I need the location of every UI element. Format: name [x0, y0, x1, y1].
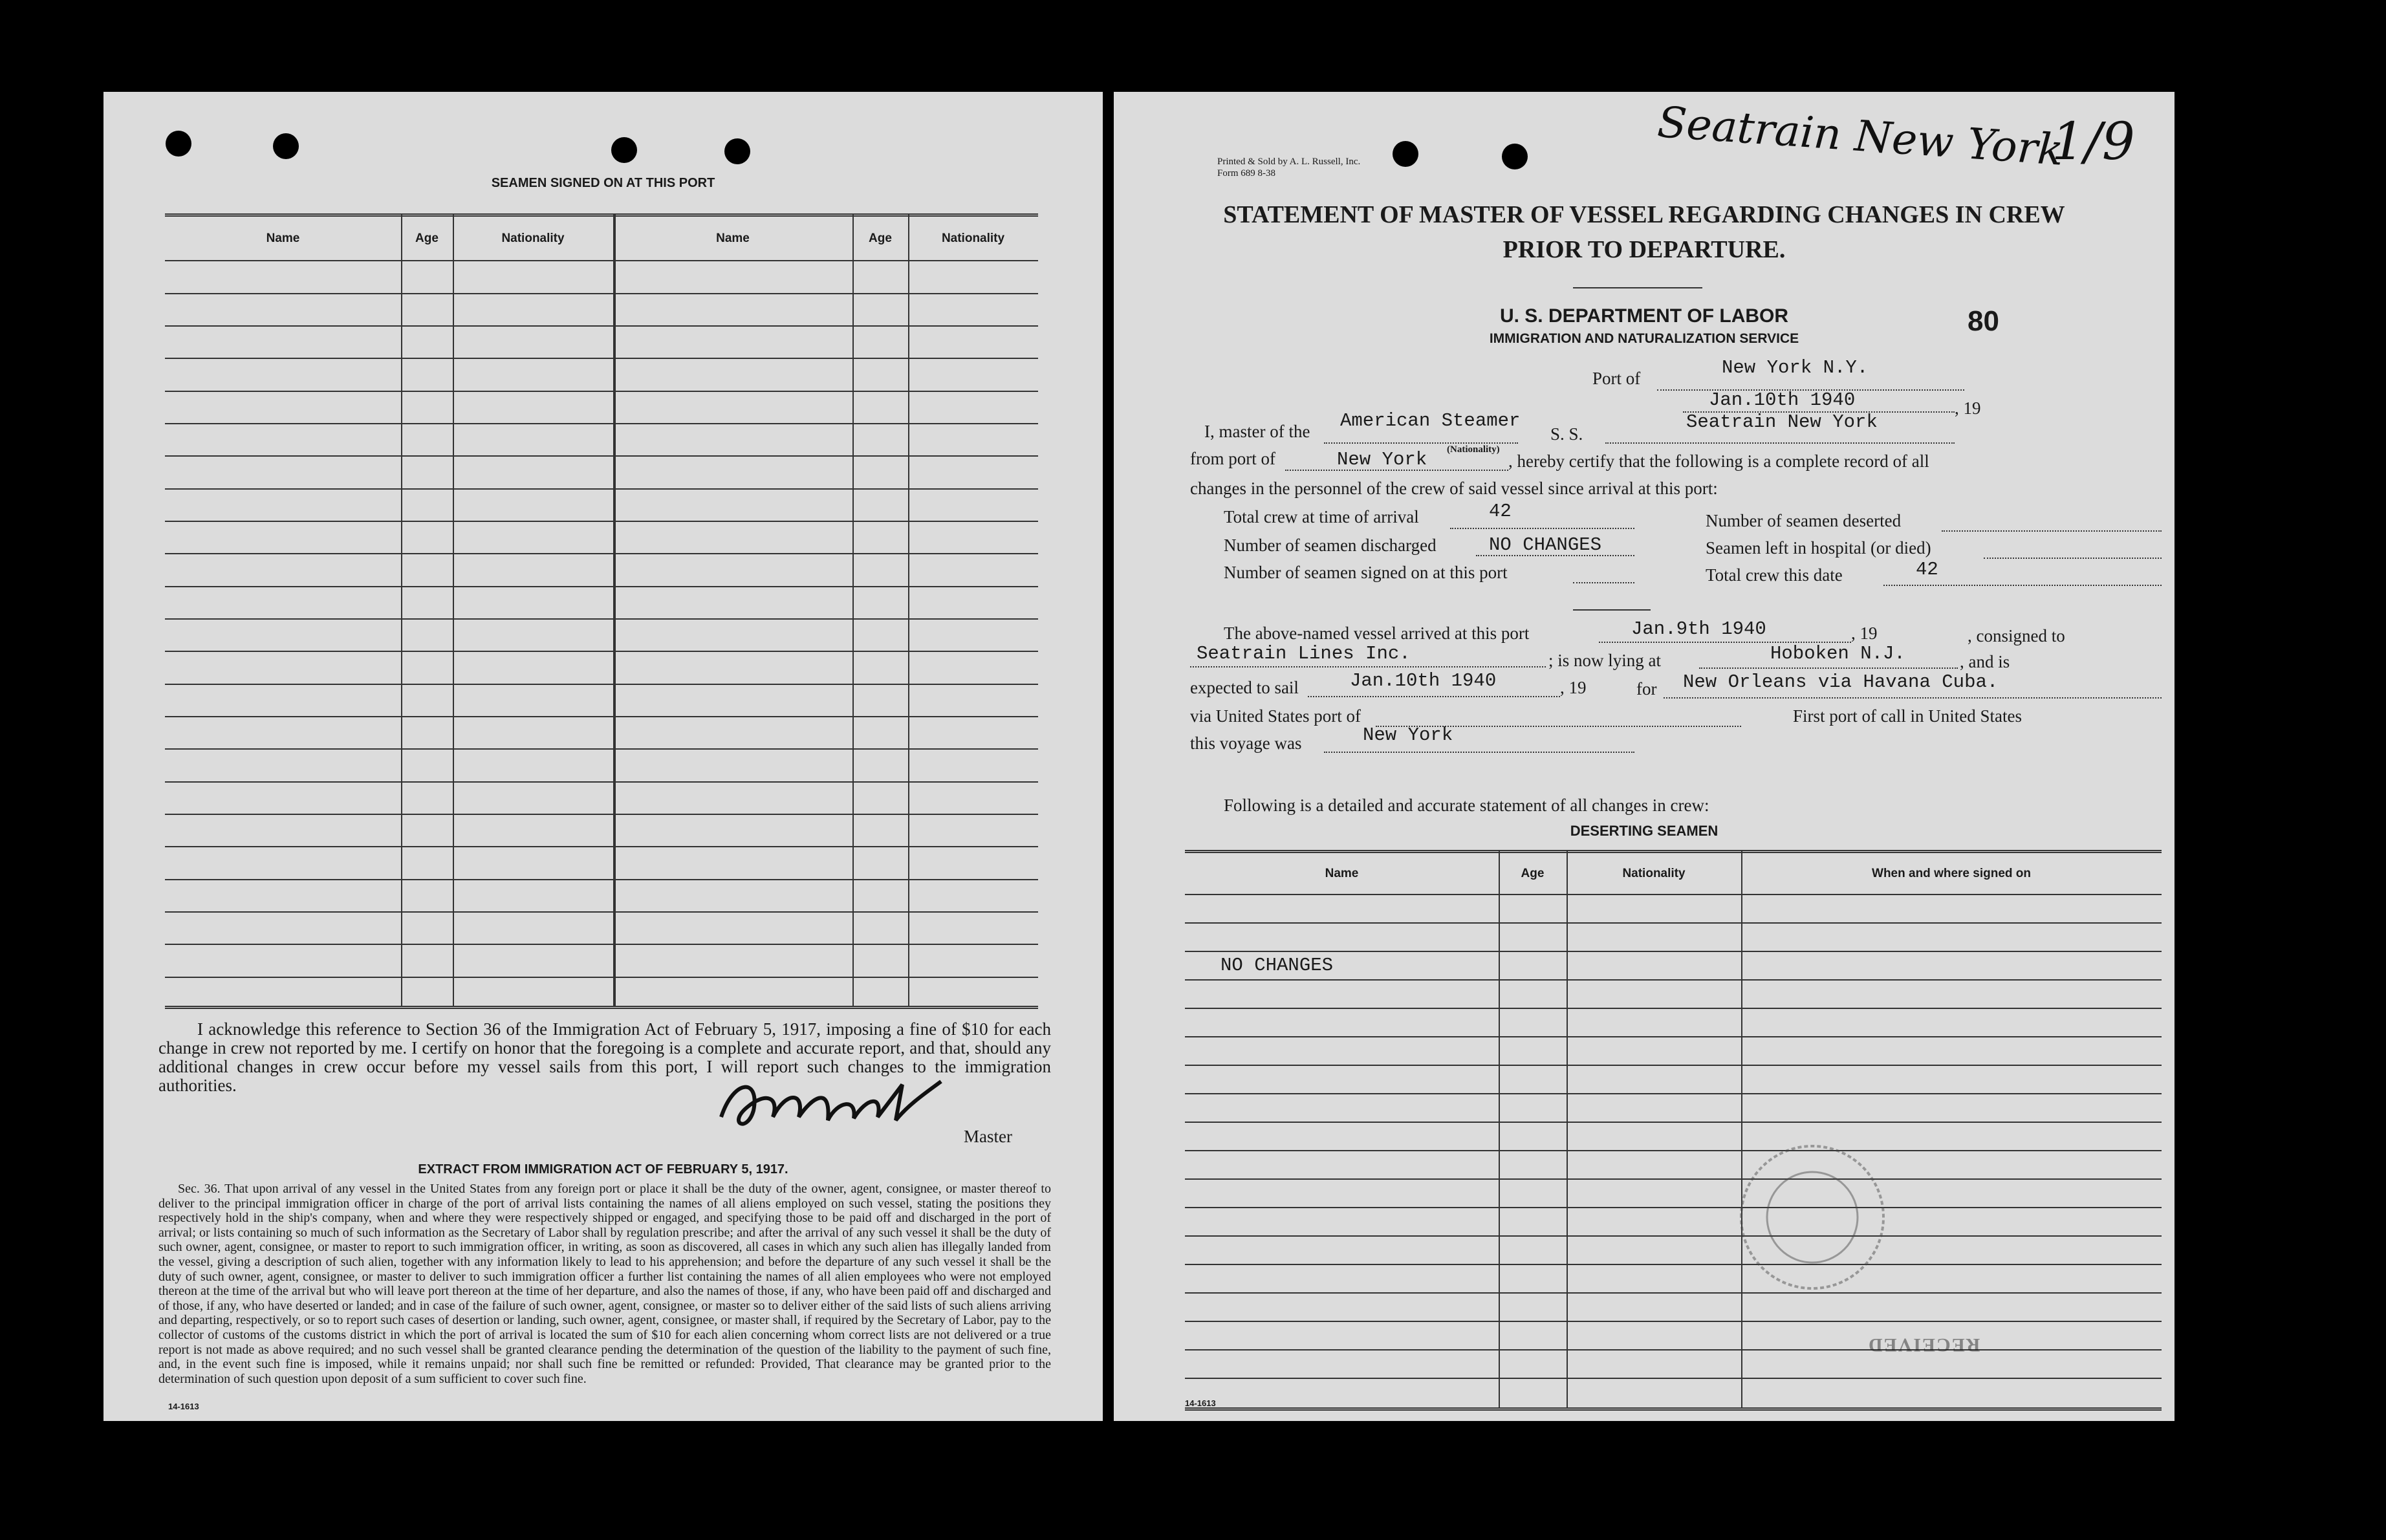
row-rule: [1185, 1321, 2162, 1322]
row-rule: [165, 684, 1038, 685]
field-line: [1699, 667, 1958, 669]
row-rule: [165, 423, 1038, 424]
row-rule: [1185, 1008, 2162, 1009]
row-rule: [1185, 951, 2162, 952]
row-rule: [165, 521, 1038, 522]
col-nationality: Nationality: [501, 232, 565, 245]
column-divider: [1567, 851, 1568, 1407]
col-nationality: Nationality: [1622, 867, 1686, 880]
sail-value: Jan.10th 1940: [1350, 670, 1497, 691]
document-number: 80: [1968, 305, 1999, 337]
field-line: [1883, 585, 2162, 586]
column-divider: [1499, 851, 1500, 1407]
year-suffix: , 19: [1851, 624, 1878, 643]
col-name: Name: [1325, 867, 1359, 880]
handwritten-sheet-number: 1/9: [2052, 111, 2135, 171]
left-page: [103, 92, 1103, 1421]
punch-hole: [724, 138, 750, 164]
handwritten-annotation: Seatrain New York: [1656, 97, 2065, 175]
stamp-circle: [1731, 1136, 1893, 1298]
field-line: [1573, 582, 1634, 583]
extract-title: EXTRACT FROM IMMIGRATION ACT OF FEBRUARY 5, 1917.: [418, 1162, 788, 1177]
column-divider: [453, 215, 454, 1006]
row-rule: [1185, 1235, 2162, 1237]
row-rule: [165, 618, 1038, 620]
ss-label: S. S.: [1550, 424, 1583, 444]
form-number: 14-1613: [1185, 1398, 1216, 1408]
consigned-label: , consigned to: [1968, 626, 2065, 645]
destination-value: New Orleans via Havana Cuba.: [1683, 671, 1999, 693]
port-of-value: New York N.Y.: [1722, 357, 1869, 378]
punch-hole: [611, 137, 637, 163]
printer-line: Printed & Sold by A. L. Russell, Inc.: [1217, 157, 1361, 167]
divider: [1573, 609, 1651, 611]
sail-label: expected to sail: [1190, 678, 1299, 697]
hospital-label: Seamen left in hospital (or died): [1706, 538, 1931, 558]
row-rule: [165, 977, 1038, 978]
row-rule: [1185, 1207, 2162, 1208]
row-rule: [1185, 1065, 2162, 1066]
extract-text: Sec. 36. That upon arrival of any vessel in the United States from any foreign port or place it shall be the duty of the owner, agent, consignee, or master thereof to deliver to the principal immigration officer in charge of the port of arrival lists containing the names of all aliens employed on such vessel, stating the positions they respectively hold in the ship's company, when and where they were respectively shipped or engaged, and specifying those to be paid off and discharged in the port of arrival; or lists containing so much of such information as the Secretary of Labor shall by regulation prescribe; and after the arrival of any such vessel it shall be the duty of such owner, agent, consignee, or master to report to such immigration officer, in writing, as soon as discovered, all cases in which any such alien has illegally landed from the vessel, giving a description of such alien, together with any information likely to lead to his apprehension; and before the departure of any such vessel it shall be the duty of such owner, agent, consignee, or master to deliver to such immigration officer a further list containing the names of all alien employees who were not employed thereon at the time of the arrival but who will leave port thereon at the time of her departure, and also the names of those, if any, who have been paid off and discharged and of those, if any, who have deserted or landed; and in case of the failure of such owner, agent, consignee, or master so to deliver either of the said lists of such aliens arriving and departing, respectively, or so to report such cases of desertion or landing, such owner, agent, consignee, or master shall, if required by the Secretary of Labor, pay to the collector of customs of the customs district in which the port of arrival is located the sum of $10 for each alien concerning whom correct lists are not delivered or a true report is not made as above required; and no such vessel shall be granted clearance pending the determination of the question of the liability to the payment of such fine, and, in the event such fine is imposed, while it remains unpaid; nor shall such fine be remitted or refunded: Provided, That clearance may be granted prior to the determination of such question upon deposit of a sum sufficient to cover such fine.: [158, 1182, 1051, 1386]
changes-text: changes in the personnel of the crew of said vessel since arrival at this port:: [1190, 479, 1718, 498]
voyage-label: this voyage was: [1190, 733, 1302, 753]
table-bottom-rule: [1185, 1407, 2162, 1411]
section-title: SEAMEN SIGNED ON AT THIS PORT: [491, 176, 715, 190]
col-when-where: When and where signed on: [1872, 867, 2031, 880]
port-of-label: Port of: [1592, 369, 1641, 388]
row-rule: [165, 748, 1038, 750]
total-crew-date-label: Total crew this date: [1706, 565, 1843, 585]
field-line: [1190, 666, 1546, 667]
row-rule: [165, 455, 1038, 457]
no-changes-entry: NO CHANGES: [1220, 955, 1334, 976]
column-divider: [852, 215, 854, 1006]
field-line: [1605, 442, 1955, 444]
row-rule: [1185, 1036, 2162, 1037]
total-crew-arrival-label: Total crew at time of arrival: [1224, 507, 1419, 526]
column-divider: [613, 215, 616, 1006]
document-title-line-2: PRIOR TO DEPARTURE.: [1502, 236, 1786, 263]
department: U. S. DEPARTMENT OF LABOR: [1499, 305, 1789, 327]
table-top-rule: [1185, 850, 2162, 853]
form-number: 14-1613: [168, 1402, 199, 1411]
arrived-label: The above-named vessel arrived at this port: [1224, 624, 1530, 643]
lying-value: Hoboken N.J.: [1770, 643, 1905, 664]
row-rule: [165, 325, 1038, 327]
row-rule: [165, 553, 1038, 554]
document-title: STATEMENT OF MASTER OF VESSEL REGARDING CHANGES IN CREW: [1223, 201, 2065, 228]
acknowledgement-text: I acknowledge this reference to Section 36 of the Immigration Act of February 5, 1917, imposing a fine of $10 for each change in crew not reported by me. I certify on honor that the foregoing is a complete and accurate report, and that, should any additional changes in crew occur before my vessel sails from this port, I will report such changes to the immigration authorities.: [158, 1019, 1051, 1095]
master-signature: [708, 1072, 954, 1143]
year-suffix: , 19: [1560, 678, 1587, 697]
total-crew-arrival-value: 42: [1489, 501, 1512, 522]
year-suffix: , 19: [1955, 398, 1981, 418]
punch-hole: [273, 133, 299, 159]
field-line: [1450, 528, 1634, 529]
service: IMMIGRATION AND NATURALIZATION SERVICE: [1489, 331, 1799, 346]
certify-text: , hereby certify that the following is a complete record of all: [1508, 451, 1929, 471]
row-rule: [165, 293, 1038, 294]
field-line: [1984, 558, 2162, 559]
following-text: Following is a detailed and accurate statement of all changes in crew:: [1224, 796, 1709, 815]
date-value: Jan.10th 1940: [1709, 389, 1856, 411]
for-label: for: [1636, 679, 1657, 699]
row-rule: [1185, 1378, 2162, 1379]
row-rule: [1185, 1093, 2162, 1094]
right-page: [1114, 92, 2175, 1421]
row-rule: [1185, 1150, 2162, 1151]
row-rule: [1185, 1264, 2162, 1265]
column-divider: [908, 215, 909, 1006]
master-label: Master: [964, 1127, 1012, 1146]
row-rule: [165, 944, 1038, 945]
column-divider: [1741, 851, 1742, 1407]
col-age: Age: [1521, 867, 1545, 880]
received-stamp-text: RECEIVED: [1867, 1334, 1980, 1356]
field-line: [1664, 697, 2162, 699]
field-line: [1942, 530, 2162, 532]
vessel-type: American Steamer: [1340, 410, 1521, 431]
row-rule: [165, 488, 1038, 490]
row-rule: [1185, 1122, 2162, 1123]
row-rule: [1185, 894, 2162, 895]
table-bottom-rule: [165, 1006, 1038, 1009]
row-rule: [1185, 979, 2162, 981]
row-rule: [165, 586, 1038, 587]
row-rule: [1185, 1292, 2162, 1294]
row-rule: [165, 260, 1038, 261]
row-rule: [165, 879, 1038, 880]
row-rule: [165, 911, 1038, 913]
col-nationality: Nationality: [941, 232, 1005, 245]
deserting-title: DESERTING SEAMEN: [1570, 823, 1719, 839]
master-of-label: I, master of the: [1204, 422, 1310, 441]
divider: [1573, 287, 1702, 288]
field-line: [1324, 442, 1518, 444]
field-line: [1308, 696, 1560, 697]
received-stamp: [1731, 1136, 1893, 1298]
arrived-value: Jan.9th 1940: [1631, 618, 1766, 640]
row-rule: [165, 781, 1038, 783]
row-rule: [1185, 1178, 2162, 1180]
consignee-value: Seatrain Lines Inc.: [1197, 643, 1411, 664]
via-label: via United States port of: [1190, 706, 1361, 726]
col-age: Age: [415, 232, 439, 245]
punch-hole: [1393, 141, 1418, 167]
from-port-label: from port of: [1190, 449, 1275, 468]
punch-hole: [1502, 144, 1528, 169]
discharged-label: Number of seamen discharged: [1224, 536, 1437, 555]
vessel-name: Seatrain New York: [1686, 411, 1878, 433]
total-crew-date-value: 42: [1916, 559, 1938, 580]
col-name: Name: [716, 232, 750, 245]
row-rule: [1185, 922, 2162, 924]
punch-hole: [166, 131, 191, 157]
first-port-label: First port of call in United States: [1793, 706, 2022, 726]
form-code: Form 689 8-38: [1217, 168, 1275, 179]
voyage-value: New York: [1363, 724, 1453, 746]
table-top-rule: [165, 213, 1038, 217]
signed-on-label: Number of seamen signed on at this port: [1224, 563, 1508, 582]
row-rule: [165, 846, 1038, 847]
row-rule: [165, 391, 1038, 392]
row-rule: [165, 716, 1038, 717]
and-is: , and is: [1960, 652, 2010, 671]
field-line: [1285, 470, 1508, 471]
from-port-value: New York: [1337, 449, 1427, 470]
nationality-note: (Nationality): [1447, 444, 1500, 455]
row-rule: [165, 651, 1038, 652]
row-rule: [165, 814, 1038, 815]
row-rule: [165, 358, 1038, 359]
col-age: Age: [869, 232, 892, 245]
discharged-value: NO CHANGES: [1489, 534, 1602, 556]
lying-label: ; is now lying at: [1548, 651, 1661, 670]
field-line: [1324, 752, 1634, 753]
deserted-label: Number of seamen deserted: [1706, 511, 1902, 530]
col-name: Name: [266, 232, 300, 245]
row-rule: [1185, 1349, 2162, 1350]
column-divider: [401, 215, 402, 1006]
